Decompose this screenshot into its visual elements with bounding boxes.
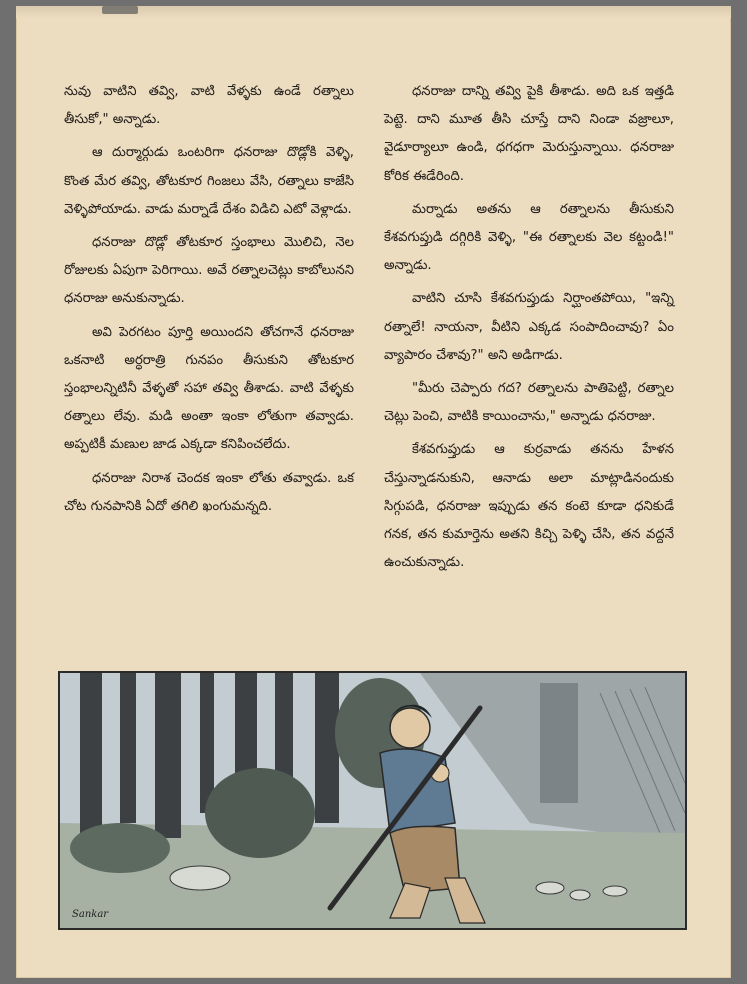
left-text-column xyxy=(64,78,354,526)
paragraph: ధనరాజు నిరాశ చెందక ఇంకా లోతు తవ్వాడు. ఒక చోట గునపానికి ఏదో తగిలి ఖంగుమన్నది. xyxy=(64,470,354,514)
page-corner-mark xyxy=(102,6,138,14)
paragraph: "మీరు చెప్పారు గద? రత్నాలను పాతిపెట్టి, రత్నాల చెట్లు పెంచి, వాటికి కాయించాను," అన్నాడు ధనరాజు. xyxy=(384,381,674,425)
right-text-column xyxy=(384,78,674,582)
paragraph: కేశవగుప్తుడు ఆ కుర్రవాడు తనను హేళన చేస్తున్నాడనుకుని, ఆనాడు అలా మాట్లాడినందుకు సిగ్గుపడి, ధనరాజు ఇప్పుడు తన కంటె కూడా ధనికుడే గనక, తన కుమార్తెను అతని కిచ్చి పెళ్ళి చేసి, తన వద్దనే ఉంచుకున్నాడు. xyxy=(384,442,674,571)
paragraph: వాటిని చూసి కేశవగుప్తుడు నిర్ఘాంతపోయి, "ఇన్ని రత్నాలే! నాయనా, వీటిని ఎక్కడ సంపాదించావు? ఏం వ్యాపారం చేశావు?" అని అడిగాడు. xyxy=(384,291,674,363)
illustration-drawing xyxy=(60,673,685,928)
artist-signature: Sankar xyxy=(72,909,109,920)
paragraph: ధనరాజు దాన్ని తవ్వి పైకి తీశాడు. అది ఒక ఇత్తడి పెట్టె. దాని మూత తీసి చూస్తే దాని నిండా వజ్రాలూ, వైడూర్యాలూ ఉండి, ధగధగా మెరుస్తున్నాయి. ధనరాజు కోరిక ఈడేరింది. xyxy=(384,84,674,184)
story-illustration xyxy=(58,671,687,930)
paragraph: నువు వాటిని తవ్వి, వాటి వేళ్ళకు ఉండే రత్నాలు తీసుకో," అన్నాడు. xyxy=(64,84,354,128)
paragraph: ఆ దుర్మార్గుడు ఒంటరిగా ధనరాజు దొడ్లోకి వెళ్ళి, కొంత మేర తవ్వి, తోటకూర గింజలు వేసి, రత్నాలు కాజేసి వెళ్ళిపోయాడు. వాడు మర్నాడే దేశం విడిచి ఎటో వెళ్లాడు. xyxy=(64,145,354,217)
magazine-page xyxy=(16,6,731,978)
paragraph: ధనరాజు దొడ్లో తోటకూర స్తంభాలు మొలిచి, నెల రోజులకు ఏపుగా పెరిగాయి. అవే రత్నాలచెట్లు కాబోలునని ధనరాజు అనుకున్నాడు. xyxy=(64,235,354,307)
paragraph: మర్నాడు అతను ఆ రత్నాలను తీసుకుని కేశవగుప్తుడి దగ్గిరికి వెళ్ళి, "ఈ రత్నాలకు వెల కట్టండి!" అన్నాడు. xyxy=(384,201,674,274)
paragraph: అవి పెరగటం పూర్తి అయిందని తోచగానే ధనరాజు ఒకనాటి అర్ధరాత్రి గునపం తీసుకుని తోటకూర స్తంభాలన్నిటినీ వేళ్ళతో సహా తవ్వి తీశాడు. వాటి వేళ్ళకు రత్నాలు లేవు. మడి అంతా ఇంకా లోతుగా తవ్వాడు. అప్పటికీ మణుల జాడ ఎక్కడా కనిపించలేదు. xyxy=(64,324,354,453)
